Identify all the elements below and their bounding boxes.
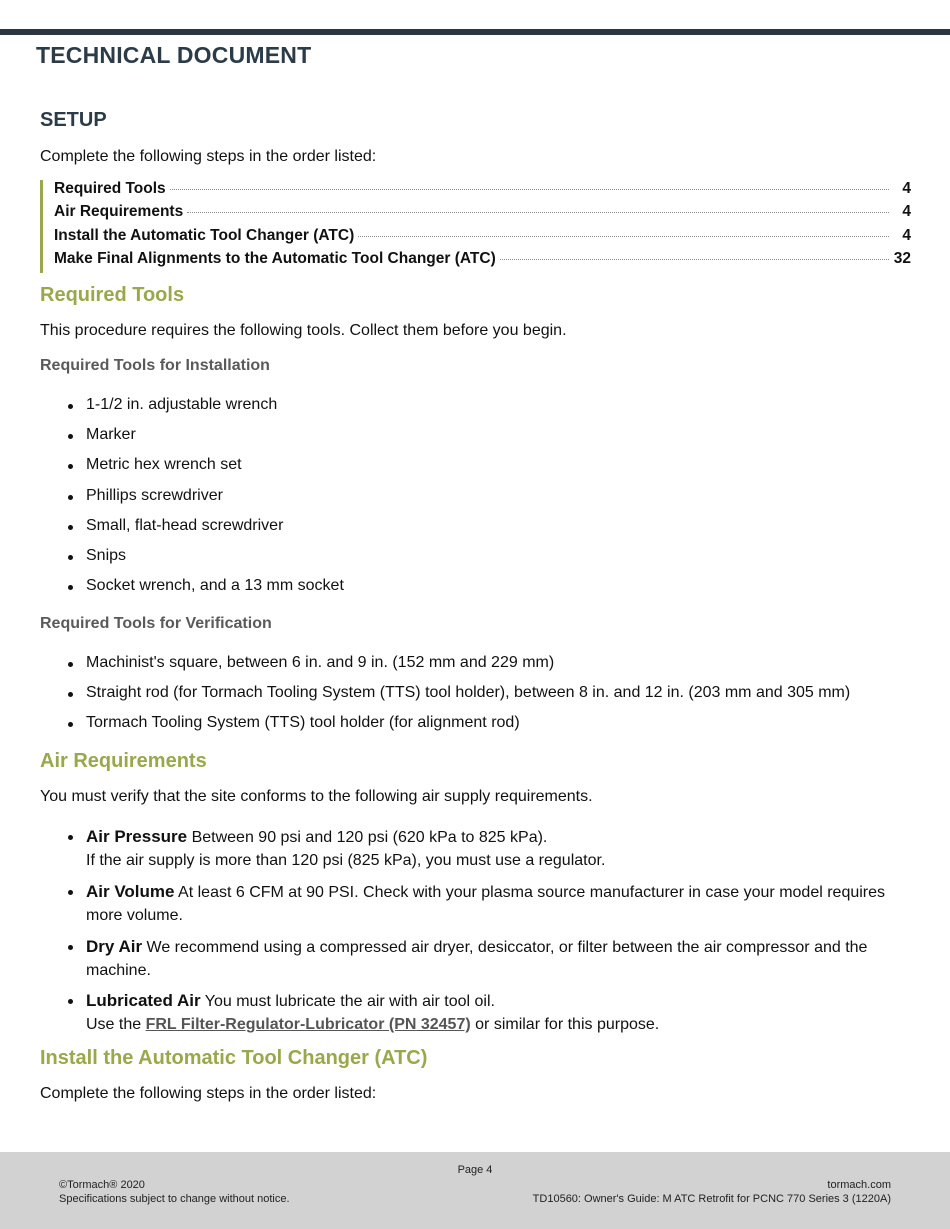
list-item: Machinist's square, between 6 in. and 9 in. (152 mm and 229 mm) <box>66 653 850 683</box>
toc-page-number: 32 <box>893 249 911 267</box>
toc-page-number: 4 <box>902 226 911 244</box>
list-item: Metric hex wrench set <box>66 455 344 485</box>
toc-label: Make Final Alignments to the Automatic Tool Changer (ATC) <box>54 249 496 267</box>
list-item: Snips <box>66 546 344 576</box>
air-volume-text: At least 6 CFM at 90 PSI. Check with your plasma source manufacturer in case your model requires more volume. <box>86 884 886 924</box>
document-id: TD10560: Owner's Guide: M ATC Retrofit for PCNC 770 Series 3 (1220A) <box>532 1193 891 1205</box>
lubricated-air-suffix: or similar for this purpose. <box>475 1016 660 1033</box>
verification-tools-heading: Required Tools for Verification <box>40 615 272 632</box>
list-item: Socket wrench, and a 13 mm socket <box>66 576 344 606</box>
website-link[interactable]: tormach.com <box>827 1179 891 1191</box>
dry-air-item <box>66 935 916 982</box>
copyright: ©Tormach® 2020 <box>59 1179 145 1191</box>
install-atc-heading: Install the Automatic Tool Changer (ATC) <box>40 1047 428 1069</box>
air-pressure-item <box>66 825 916 872</box>
air-requirements-heading: Air Requirements <box>40 750 207 772</box>
frl-product-link[interactable]: FRL Filter-Regulator-Lubricator (PN 32457) <box>145 1016 471 1033</box>
list-item: Tormach Tooling System (TTS) tool holder (for alignment rod) <box>66 713 850 743</box>
lubricated-air-item <box>66 989 916 1036</box>
list-item: Small, flat-head screwdriver <box>66 516 344 546</box>
toc-leader <box>187 212 889 213</box>
air-pressure-text: Between 90 psi and 120 psi (620 kPa to 825 kPa). <box>191 829 548 846</box>
toc-label: Required Tools <box>54 180 166 197</box>
setup-intro: Complete the following steps in the order listed: <box>40 148 377 165</box>
air-volume-item <box>66 880 916 927</box>
required-tools-heading: Required Tools <box>40 284 185 306</box>
setup-heading: SETUP <box>40 109 107 131</box>
page-number: Page 4 <box>457 1164 493 1176</box>
list-item: 1-1/2 in. adjustable wrench <box>66 395 344 425</box>
air-pressure-term: Air Pressure <box>86 827 188 846</box>
list-item: Straight rod (for Tormach Tooling System (TTS) tool holder), between 8 in. and 12 in. (203 mm and 305 mm) <box>66 683 850 713</box>
toc-page-number: 4 <box>902 203 911 221</box>
air-requirements-intro: You must verify that the site conforms to the following air supply requirements. <box>40 788 593 805</box>
install-atc-intro: Complete the following steps in the order listed: <box>40 1085 377 1102</box>
verification-tools-list <box>66 653 850 744</box>
toc-label: Air Requirements <box>54 203 184 221</box>
list-item: Marker <box>66 425 344 455</box>
dry-air-term: Dry Air <box>86 937 143 956</box>
lubricated-air-prefix: Use the <box>86 1016 142 1033</box>
toc-leader <box>358 236 889 237</box>
installation-tools-heading: Required Tools for Installation <box>40 357 270 374</box>
toc-label: Install the Automatic Tool Changer (ATC) <box>54 226 355 244</box>
installation-tools-list <box>66 395 344 606</box>
top-rule <box>0 29 950 35</box>
lubricated-air-text: You must lubricate the air with air tool oil. <box>204 993 495 1010</box>
document-label: TECHNICAL DOCUMENT <box>36 42 312 68</box>
spec-notice: Specifications subject to change without notice. <box>59 1193 290 1205</box>
toc-leader <box>170 189 889 190</box>
required-tools-intro: This procedure requires the following tools. Collect them before you begin. <box>40 322 567 339</box>
dry-air-text: We recommend using a compressed air dryer, desiccator, or filter between the air compressor and the machine. <box>86 939 868 979</box>
lubricated-air-term: Lubricated Air <box>86 991 201 1010</box>
toc-leader <box>500 259 889 260</box>
air-pressure-note: If the air supply is more than 120 psi (825 kPa), you must use a regulator. <box>86 852 606 869</box>
toc-entry-air-requirements[interactable] <box>54 203 911 226</box>
air-volume-term: Air Volume <box>86 882 175 901</box>
page-footer <box>0 1152 950 1229</box>
toc-page-number: 4 <box>902 180 911 197</box>
list-item: Phillips screwdriver <box>66 486 344 516</box>
table-of-contents <box>40 180 911 273</box>
toc-entry-final-alignments[interactable] <box>54 250 911 273</box>
toc-entry-install-atc[interactable] <box>54 227 911 250</box>
toc-entry-required-tools[interactable] <box>54 180 911 203</box>
